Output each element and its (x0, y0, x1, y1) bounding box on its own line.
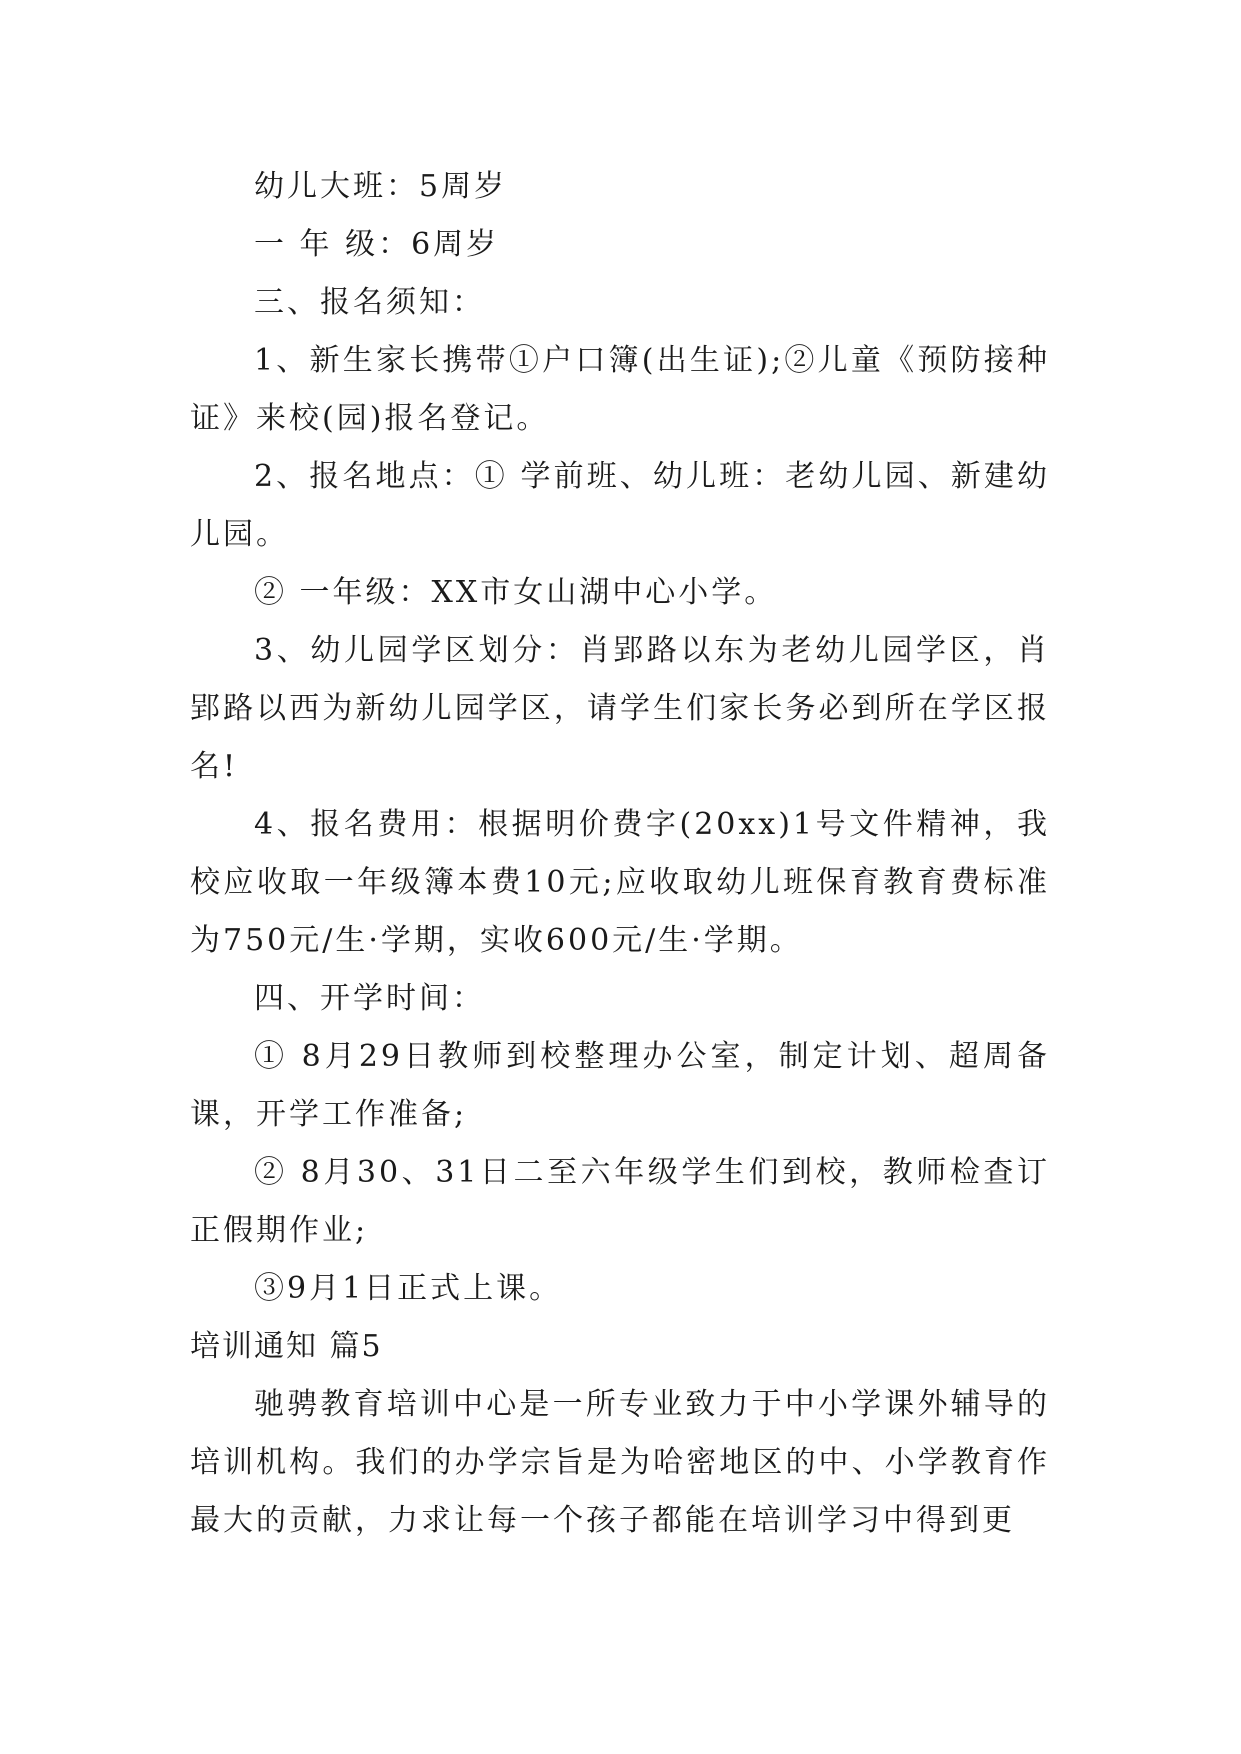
age-grade-one: 一 年 级：6周岁 (254, 227, 500, 262)
intro-paragraph: 驰骋教育培训中心是一所专业致力于中小学课外辅导的培训机构。我们的办学宗旨是为哈密地区的中、小学教育作最大的贡献，力求让每一个孩子都能在培训学习中得到更 (190, 1387, 1050, 1538)
section-heading: 培训通知 篇5 (190, 1329, 383, 1364)
age-kindergarten-senior: 幼儿大班：5周岁 (254, 169, 508, 204)
document-page (190, 158, 1050, 1550)
schedule-item-2: ② 8月30、31日二至六年级学生们到校，教师检查订正假期作业; (190, 1155, 1050, 1248)
notice-item-1: 1、新生家长携带①户口簿(出生证);②儿童《预防接种证》来校(园)报名登记。 (190, 343, 1050, 436)
notice-item-2-sub: ② 一年级：XX市女山湖中心小学。 (254, 575, 778, 610)
schedule-item-1: ① 8月29日教师到校整理办公室，制定计划、超周备课，开学工作准备; (190, 1039, 1050, 1132)
section-registration-notice: 三、报名须知： (254, 285, 485, 320)
section-school-start: 四、开学时间： (254, 981, 485, 1016)
notice-item-4: 4、报名费用：根据明价费字(20xx)1号文件精神，我校应收取一年级簿本费10元;应收取幼儿班保育教育费标准为750元/生·学期，实收600元/生·学期。 (190, 807, 1050, 958)
notice-item-3: 3、幼儿园学区划分：肖郢路以东为老幼儿园学区，肖郢路以西为新幼儿园学区，请学生们家长务必到所在学区报名! (190, 633, 1050, 784)
notice-item-2: 2、报名地点：① 学前班、幼儿班：老幼儿园、新建幼儿园。 (190, 459, 1050, 552)
schedule-item-3: ③9月1日正式上课。 (254, 1271, 563, 1306)
